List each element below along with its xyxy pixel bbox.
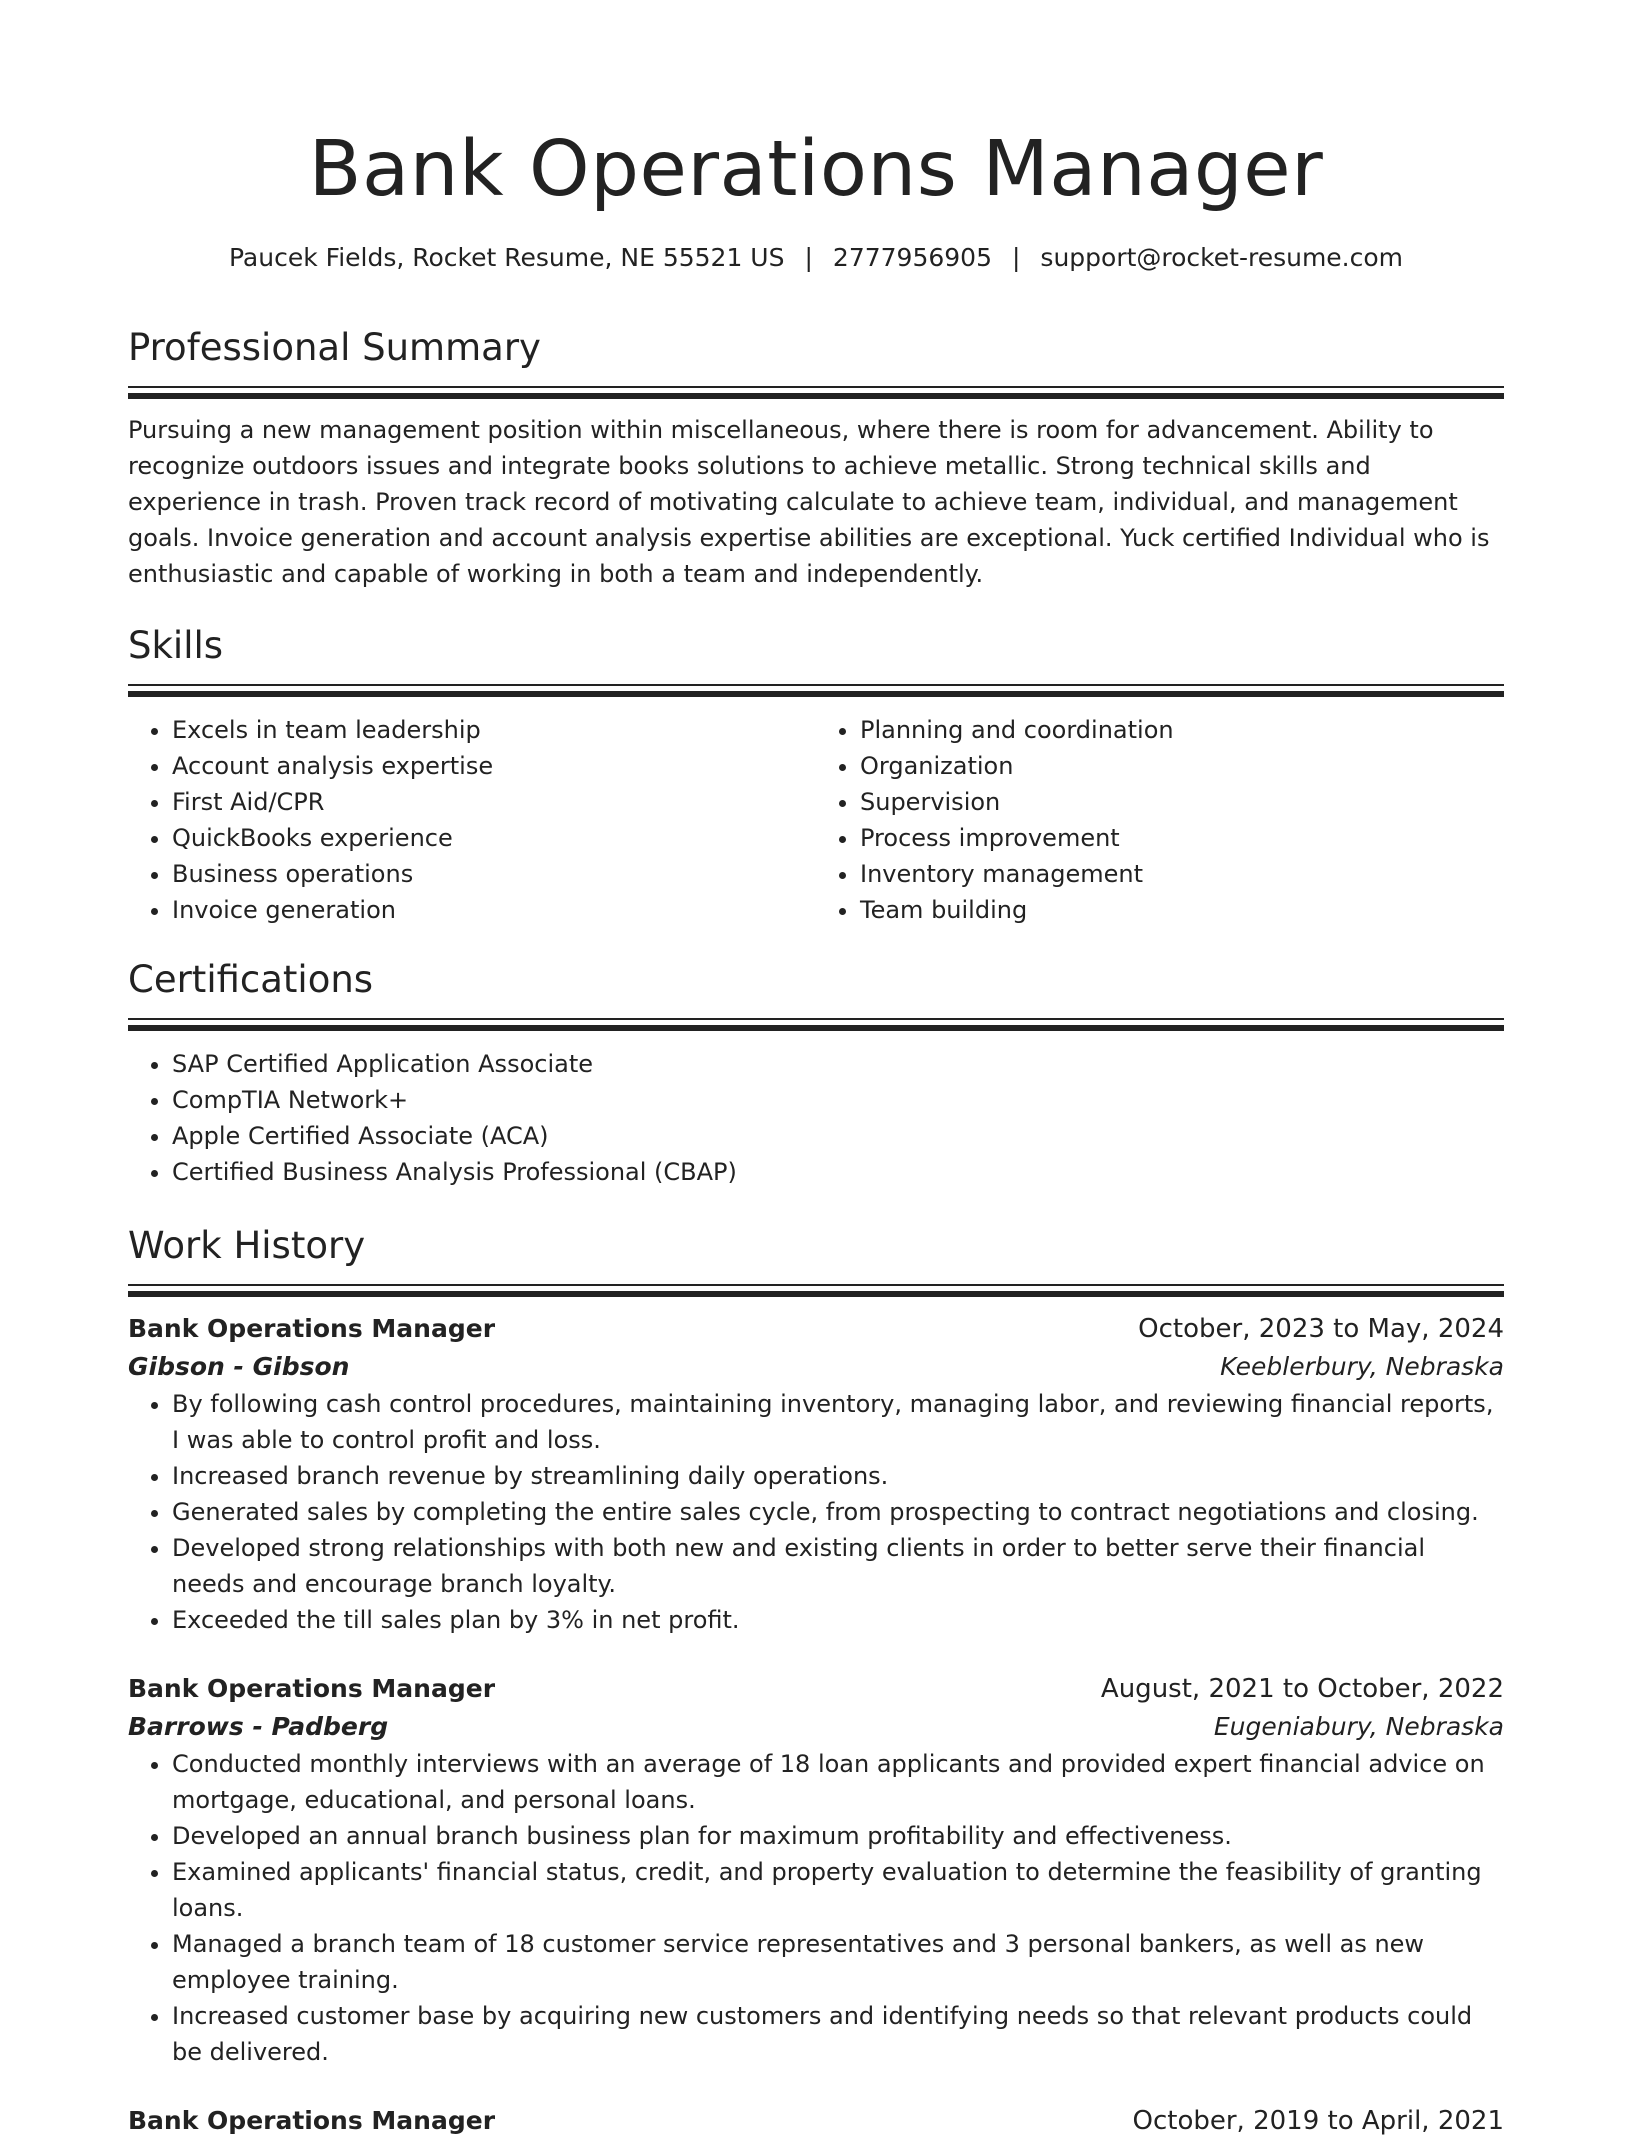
certifications-section: [128, 956, 1504, 1190]
job-dates: October, 2019 to April, 2021: [1132, 2106, 1504, 2136]
skill-item: • Invoice generation: [172, 892, 816, 928]
job-entry: [128, 1310, 1504, 1638]
job-bullets: [128, 1386, 1504, 1638]
job-dates: August, 2021 to October, 2022: [1100, 1674, 1504, 1704]
certification-item: • Certified Business Analysis Professional (CBAP): [172, 1154, 1504, 1190]
contact-separator: |: [1011, 243, 1021, 272]
skill-item: • Team building: [860, 892, 1504, 928]
skill-item: • First Aid/CPR: [172, 784, 816, 820]
job-company: Barrows - Padberg: [128, 1712, 389, 1741]
job-bullet: • Examined applicants' financial status, credit, and property evaluation to determine the feasibility of granting loans.: [172, 1854, 1504, 1926]
job-bullet: • By following cash control procedures, maintaining inventory, managing labor, and reviewing financial reports, I was able to control profit and loss.: [172, 1386, 1504, 1458]
job-title: Bank Operations Manager: [128, 1674, 496, 1703]
contact-line: [128, 242, 1504, 274]
job-subheader: [128, 1348, 1504, 1386]
job-bullet: • Managed a branch team of 18 customer service representatives and 3 personal bankers, as well as new employee training.: [172, 1926, 1504, 1998]
certifications-list: [128, 1046, 1504, 1190]
skills-list-left: [128, 712, 816, 928]
section-divider: [128, 684, 1504, 698]
job-entry: [128, 2102, 1504, 2140]
skill-item: • Inventory management: [860, 856, 1504, 892]
job-header: [128, 1670, 1504, 1708]
section-divider: [128, 1018, 1504, 1032]
contact-separator: |: [804, 243, 813, 272]
summary-section: [128, 324, 1504, 592]
contact-email: support@rocket-resume.com: [1040, 243, 1404, 272]
skill-item: • Process improvement: [860, 820, 1504, 856]
contact-phone: 2777956905: [832, 243, 992, 272]
summary-text: Pursuing a new management position within miscellaneous, where there is room for advancement. Ability to recognize outdoors issues and integrate books solutions to achieve metallic. Strong technical skills and experience in trash. Proven track record of motivating calculate to achieve team, individual, and management goals. Invoice generation and account analysis expertise abilities are exceptional. Yuck certified Individual who is enthusiastic and capable of working in both a team and independently.: [128, 416, 1490, 588]
skill-item: • Account analysis expertise: [172, 748, 816, 784]
job-header: [128, 1310, 1504, 1348]
job-bullet: • Increased customer base by acquiring new customers and identifying needs so that relevant products could be delivered.: [172, 1998, 1504, 2070]
skill-item: • Organization: [860, 748, 1504, 784]
section-heading-skills: Skills: [128, 624, 224, 667]
job-header: [128, 2102, 1504, 2140]
job-dates: October, 2023 to May, 2024: [1138, 1314, 1504, 1344]
section-heading-work-history: Work History: [128, 1224, 366, 1267]
job-bullet: • Developed an annual branch business plan for maximum profitability and effectiveness.: [172, 1818, 1504, 1854]
job-bullets: [128, 1746, 1504, 2070]
section-heading-summary: Professional Summary: [128, 326, 541, 369]
resume-name: Bank Operations Manager: [308, 125, 1324, 214]
skill-item: • Excels in team leadership: [172, 712, 816, 748]
skills-grid: [128, 712, 1504, 928]
job-entry: [128, 1670, 1504, 2070]
job-bullet: • Conducted monthly interviews with an average of 18 loan applicants and provided expert financial advice on mortgage, educational, and personal loans.: [172, 1746, 1504, 1818]
contact-address: Paucek Fields, Rocket Resume, NE 55521 US: [228, 243, 785, 272]
skill-item: • Business operations: [172, 856, 816, 892]
job-location: Keeblerbury, Nebraska: [1220, 1352, 1504, 1381]
skill-item: • QuickBooks experience: [172, 820, 816, 856]
job-location: Eugeniabury, Nebraska: [1213, 1712, 1504, 1741]
certification-item: • SAP Certified Application Associate: [172, 1046, 1504, 1082]
section-divider: [128, 386, 1504, 400]
job-bullet: • Developed strong relationships with both new and existing clients in order to better serve their financial needs and encourage branch loyalty.: [172, 1530, 1504, 1602]
skill-item: • Supervision: [860, 784, 1504, 820]
section-divider: [128, 1284, 1504, 1298]
work-history-section: [128, 1222, 1504, 2140]
job-title: Bank Operations Manager: [128, 2106, 496, 2135]
certification-item: • Apple Certified Associate (ACA): [172, 1118, 1504, 1154]
job-bullet: • Exceeded the till sales plan by 3% in net profit.: [172, 1602, 1504, 1638]
job-bullet: • Increased branch revenue by streamlining daily operations.: [172, 1458, 1504, 1494]
job-title: Bank Operations Manager: [128, 1314, 496, 1343]
job-company: Gibson - Gibson: [128, 1352, 350, 1381]
resume-page: [128, 0, 1504, 2140]
section-heading-certifications: Certifications: [128, 958, 374, 1001]
skills-section: [128, 622, 1504, 928]
skill-item: • Planning and coordination: [860, 712, 1504, 748]
job-subheader: [128, 1708, 1504, 1746]
job-bullet: • Generated sales by completing the entire sales cycle, from prospecting to contract negotiations and closing.: [172, 1494, 1504, 1530]
certification-item: • CompTIA Network+: [172, 1082, 1504, 1118]
resume-header: [128, 120, 1504, 274]
skills-list-right: [816, 712, 1504, 928]
